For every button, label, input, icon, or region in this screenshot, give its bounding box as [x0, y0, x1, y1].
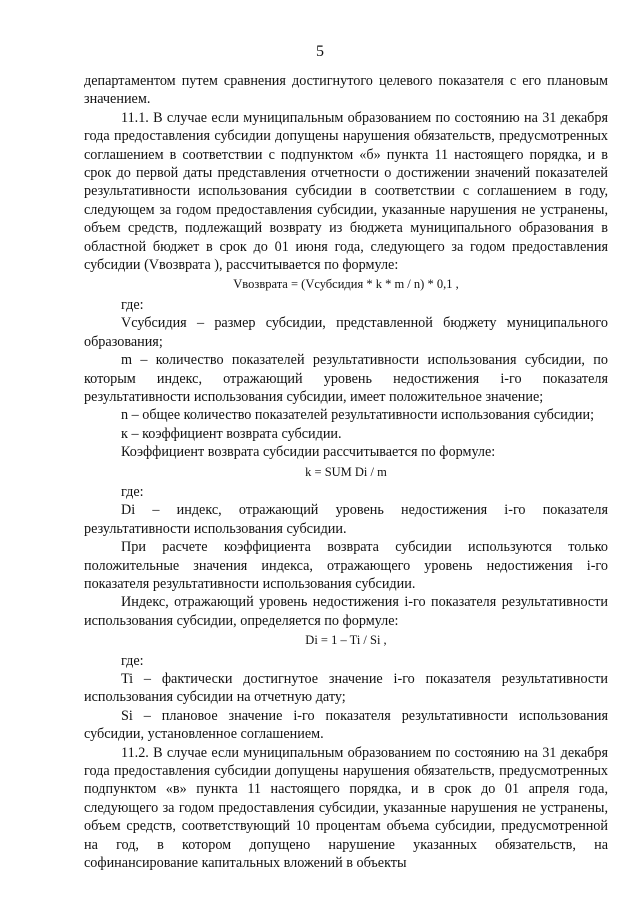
paragraph-k-formula-intro: Коэффициент возврата субсидии рассчитывается по формуле: — [121, 444, 496, 461]
definition-si: Si – плановое значение i-го показателя результативности использования субсидии, установленное соглашением. — [84, 707, 608, 743]
paragraph-index-intro: Индекс, отражающий уровень недостижения i-го показателя результативности использования субсидии, определяется по формуле: — [84, 594, 608, 629]
formula-v-return: Vвозврата = (Vсубсидия * k * m / n) * 0,1 , — [233, 277, 459, 292]
where-label: где: — [121, 652, 144, 669]
page-number: 5 — [316, 43, 324, 60]
definition-di: Di – индекс, отражающий уровень недостижения i-го показателя результативности использования субсидии. — [84, 502, 608, 537]
where-label: где: — [121, 483, 144, 500]
formula-di: Di = 1 – Ti / Si , — [305, 633, 387, 648]
paragraph-11-1: 11.1. В случае если муниципальным образованием по состоянию на 31 декабря года предоставления субсидии допущены нарушения обязательств, предусмотренных соглашением в соответствии с подпунктом «б» пункта 11 настоящего порядка, и в срок до первой даты представления отчетности о достижении значений показателей результативности использования субсидии в соответствии с соглашением в году, следующем за годом предоставления субсидии, указанные нарушения не устранены, объем средств, подлежащий возврату из бюджета муниципального образования в областной бюджет в срок до 01 июня года, следующего за годом предоставления субсидии (Vвозврата ), рассчитывается по формуле: — [84, 109, 608, 274]
definition-m: m – количество показателей результативности использования субсидии, по которым индекс, отражающий уровень недостижения i-го показателя результативности использования субсидии, имеет положительное значение; — [84, 352, 608, 405]
paragraph-positive-values: При расчете коэффициента возврата субсидии используются только положительные значения индекса, отражающего уровень недостижения i-го показателя результативности использования субсидии. — [84, 539, 608, 592]
definition-v-subsidy: Vсубсидия – размер субсидии, представленной бюджету муниципального образования; — [84, 315, 608, 350]
definition-n: n – общее количество показателей результативности использования субсидии; — [121, 407, 595, 424]
document-body — [84, 72, 608, 872]
definition-k: к – коэффициент возврата субсидии. — [121, 425, 342, 442]
paragraph-11-2: 11.2. В случае если муниципальным образованием по состоянию на 31 декабря года предоставления субсидии допущены нарушения обязательств, предусмотренных подпунктом «в» пункта 11 настоящего порядка, и в срок до 01 апреля года, следующего за годом предоставления субсидии, указанные нарушения не устранены, объем средств, соответствующий 10 процентам объема субсидии, предусмотренной на год, в котором допущено нарушение указанных обязательств, на софинансирование капитальных вложений в объекты — [84, 744, 608, 872]
where-label: где: — [121, 296, 144, 313]
definition-ti: Ti – фактически достигнутое значение i-го показателя результативности использования субсидии на отчетную дату; — [84, 671, 608, 706]
paragraph-continuation: департаментом путем сравнения достигнутого целевого показателя с его плановым значением. — [84, 73, 608, 108]
formula-k: k = SUM Di / m — [305, 464, 387, 479]
